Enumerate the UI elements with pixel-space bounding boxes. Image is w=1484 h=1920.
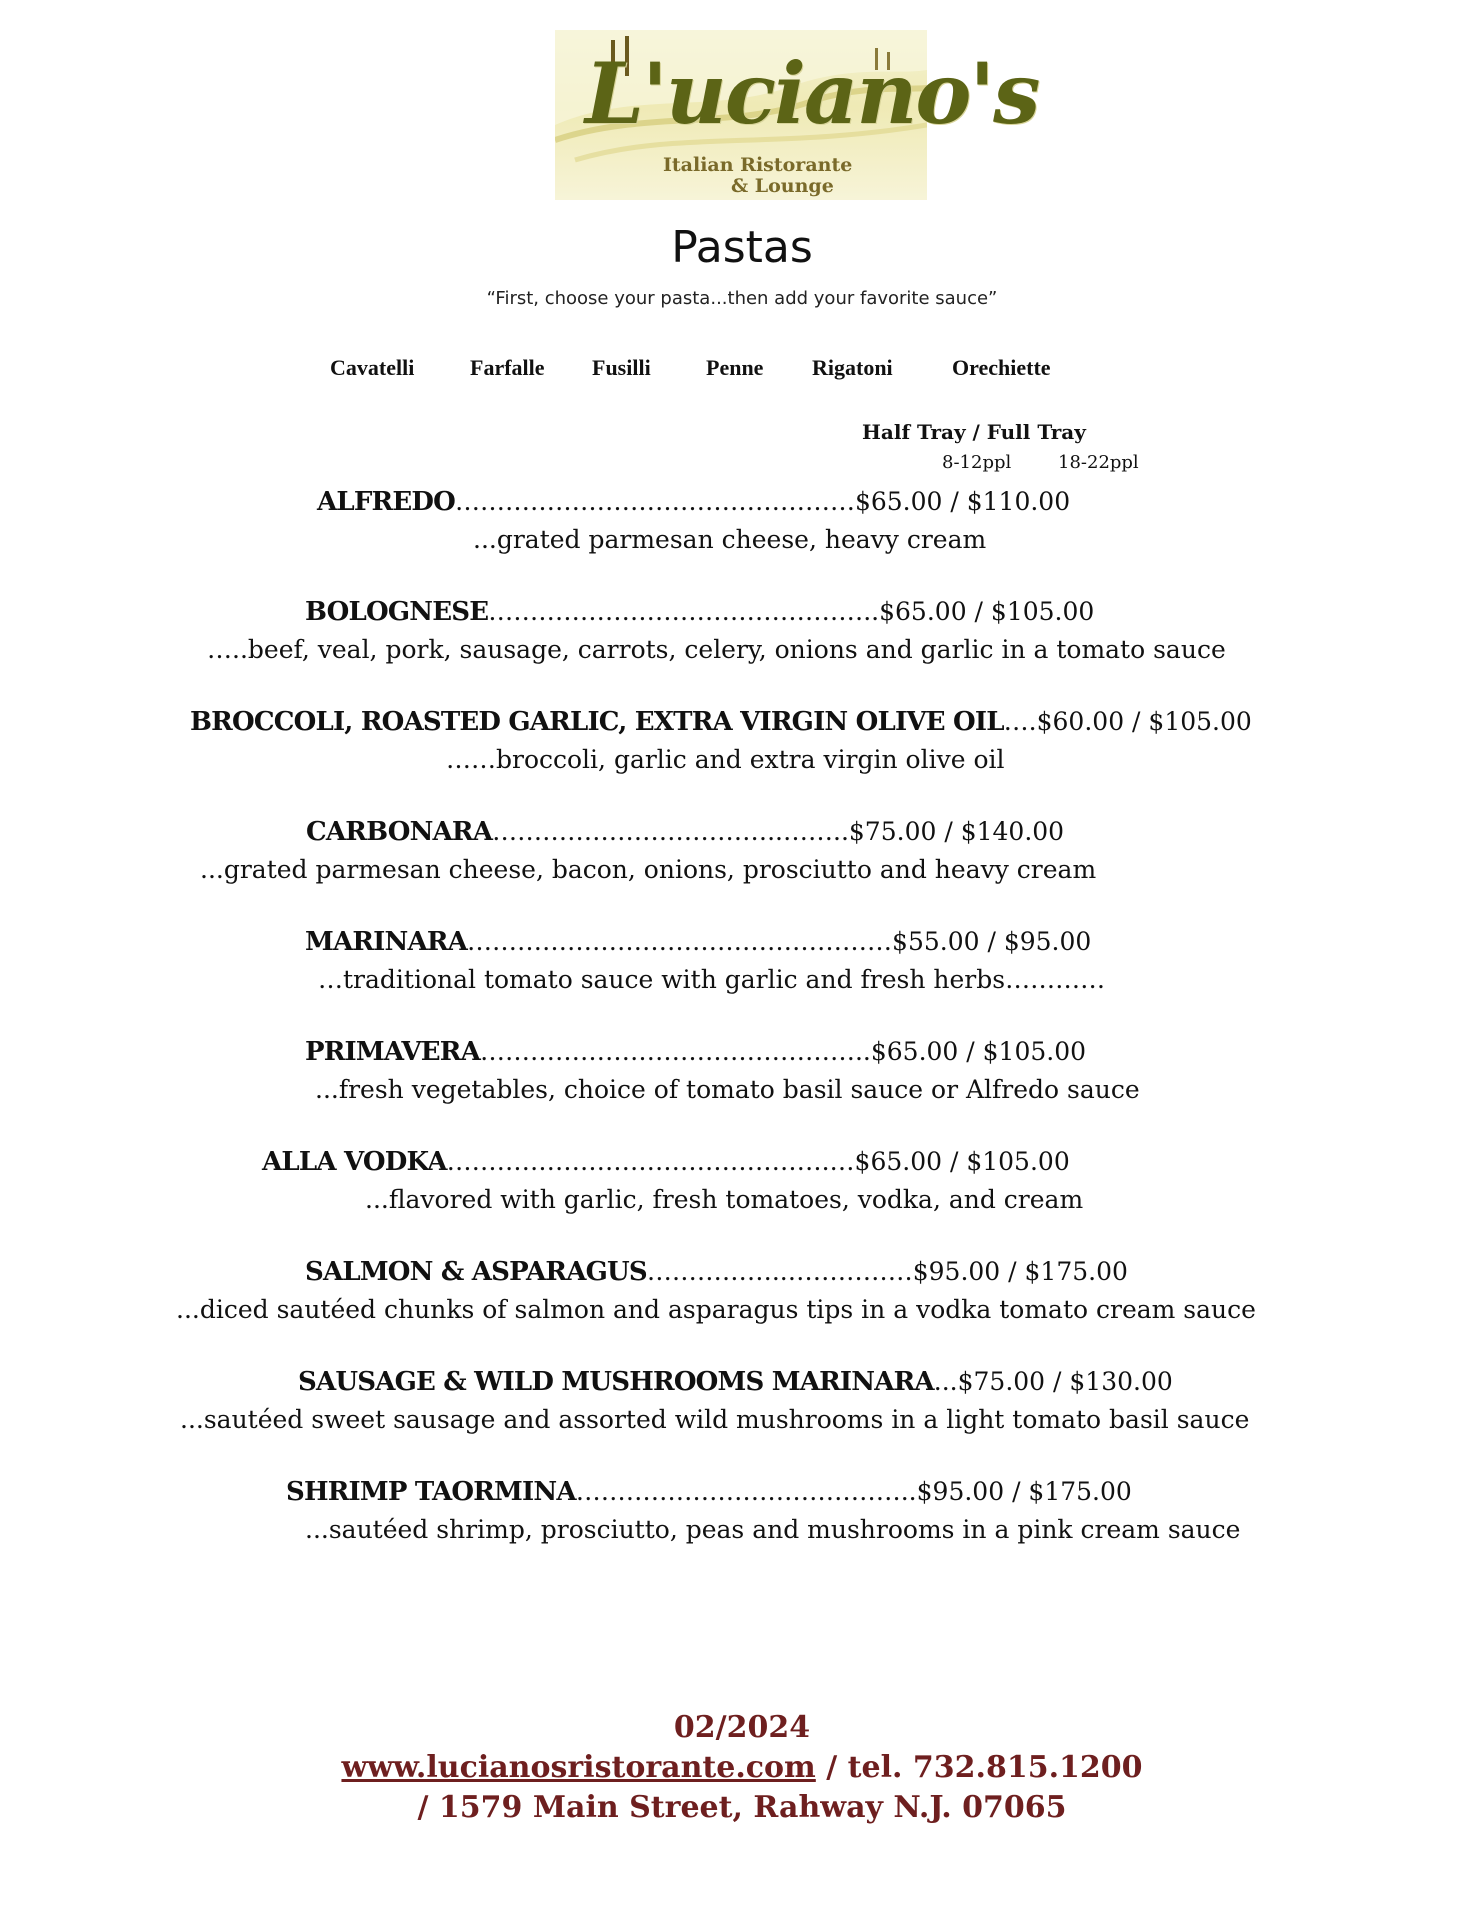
item-price: $75.00 / $130.00 — [957, 1367, 1173, 1396]
item-price: $65.00 / $105.00 — [870, 1037, 1087, 1066]
item-description: ...flavored with garlic, fresh tomatoes, vodka, and cream — [365, 1185, 1084, 1214]
item-price: $95.00 / $175.00 — [912, 1257, 1128, 1286]
item-description: …traditional tomato sauce with garlic and fresh herbs………… — [318, 965, 1106, 994]
tagline: “First, choose your pasta...then add your favorite sauce” — [486, 288, 998, 309]
item-leader-dots: ………………………………….. — [575, 1477, 917, 1506]
item-price: $75.00 / $140.00 — [848, 817, 1065, 846]
pasta-choice: Farfalle — [470, 355, 545, 380]
phone-number: / tel. 732.815.1200 — [815, 1750, 1143, 1785]
menu-date: 02/2024 — [673, 1710, 811, 1745]
pasta-choice: Orechiette — [952, 355, 1051, 380]
item-leader-dots: …. — [1003, 707, 1037, 736]
item-leader-dots: …………………………………………… — [467, 927, 893, 956]
item-description: ...sautéed shrimp, prosciutto, peas and mushrooms in a pink cream sauce — [305, 1515, 1241, 1544]
menu-item-sausage-mushrooms — [298, 1367, 1173, 1397]
item-leader-dots: ... — [933, 1367, 958, 1396]
menu-item-carbonara — [306, 817, 1064, 847]
pasta-choice: Rigatoni — [812, 355, 893, 380]
item-name: ALLA VODKA — [262, 1147, 447, 1177]
item-price: $60.00 / $105.00 — [1036, 707, 1252, 736]
page-title: Pastas — [671, 222, 813, 273]
half-tray-serving: 8-12ppl — [942, 452, 1012, 473]
item-name: SALMON & ASPARAGUS — [305, 1257, 647, 1287]
item-name: MARINARA — [305, 927, 468, 957]
logo-subtitle: Italian Ristorante — [663, 154, 853, 176]
website-link[interactable]: www.lucianosristorante.com — [341, 1750, 816, 1785]
logo-wordmark: L'uciano's — [585, 44, 1039, 143]
pasta-choice: Cavatelli — [330, 355, 415, 380]
item-leader-dots: ……………………………………….. — [479, 1037, 871, 1066]
item-description: ...diced sautéed chunks of salmon and asparagus tips in a vodka tomato cream sauce — [176, 1295, 1256, 1324]
item-name: SHRIMP TAORMINA — [286, 1477, 576, 1507]
logo-subtitle-2: & Lounge — [731, 175, 834, 197]
item-leader-dots: ……………………………..…….. — [492, 817, 849, 846]
item-price: $65.00 / $110.00 — [854, 487, 1071, 516]
menu-item-salmon-asparagus — [305, 1257, 1128, 1287]
contact-line — [0, 1750, 1484, 1785]
menu-item-alla-vodka — [262, 1147, 1070, 1177]
pasta-choice: Penne — [706, 355, 764, 380]
item-price: $65.00 / $105.00 — [854, 1147, 1070, 1176]
tray-size-header: Half Tray / Full Tray — [862, 420, 1086, 444]
menu-item-marinara — [305, 927, 1091, 957]
item-leader-dots: ……………..…………… — [646, 1257, 913, 1286]
menu-item-shrimp-taormina — [286, 1477, 1132, 1507]
item-leader-dots: ……………………………………….… — [446, 1147, 855, 1176]
item-name: ALFREDO — [317, 487, 455, 517]
item-description: ...grated parmesan cheese, bacon, onions, prosciutto and heavy cream — [200, 855, 1097, 884]
item-leader-dots: ……………………………………….. — [488, 597, 880, 626]
item-description: …..beef, veal, pork, sausage, carrots, celery, onions and garlic in a tomato sauce — [207, 635, 1226, 664]
item-description: ……broccoli, garlic and extra virgin olive oil — [446, 745, 1005, 774]
full-tray-serving: 18-22ppl — [1058, 452, 1139, 473]
item-name: BOLOGNESE — [305, 597, 489, 627]
pasta-choice: Fusilli — [592, 355, 651, 380]
item-name: CARBONARA — [306, 817, 493, 847]
restaurant-logo — [555, 30, 1039, 200]
address-line: / 1579 Main Street, Rahway N.J. 07065 — [417, 1790, 1067, 1825]
item-description: ...fresh vegetables, choice of tomato basil sauce or Alfredo sauce — [315, 1075, 1140, 1104]
menu-item-bolognese — [305, 597, 1094, 627]
item-price: $65.00 / $105.00 — [879, 597, 1095, 626]
item-name: SAUSAGE & WILD MUSHROOMS MARINARA — [298, 1367, 934, 1397]
item-description: ...sautéed sweet sausage and assorted wild mushrooms in a light tomato basil sauce — [180, 1405, 1250, 1434]
item-leader-dots: ………………………………………… — [454, 487, 855, 516]
item-price: $55.00 / $95.00 — [892, 927, 1092, 956]
menu-item-alfredo — [317, 487, 1070, 517]
item-name: PRIMAVERA — [305, 1037, 480, 1067]
item-price: $95.00 / $175.00 — [916, 1477, 1132, 1506]
item-description: ...grated parmesan cheese, heavy cream — [473, 525, 987, 554]
menu-item-primavera — [305, 1037, 1086, 1067]
item-name: BROCCOLI, ROASTED GARLIC, EXTRA VIRGIN OLIVE OIL — [190, 707, 1004, 737]
menu-item-broccoli — [190, 707, 1252, 737]
